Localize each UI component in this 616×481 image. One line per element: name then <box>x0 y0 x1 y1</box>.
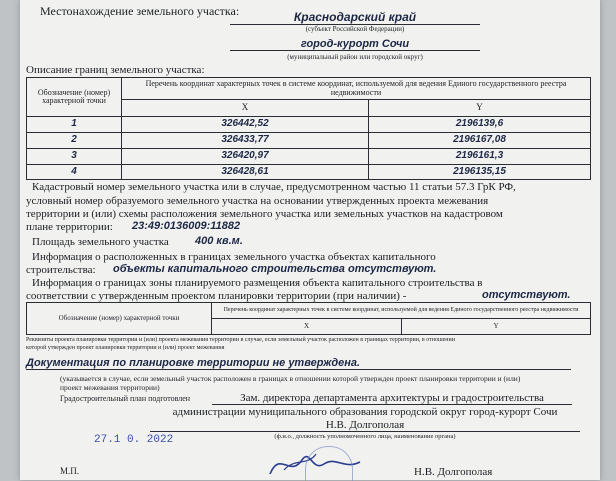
boundaries-title: Описание границ земельного участка: <box>26 64 205 76</box>
prepared-caption: (ф.и.о., должность уполномоченного лица, наименование органа) <box>274 433 456 440</box>
point-number: 2 <box>26 132 122 149</box>
signer-name: Н.В. Долгополая <box>414 466 493 478</box>
planning-caption-2: проект межевания территории) <box>60 383 160 392</box>
planning-caption-1: (указывается в случае, если земельный участок расположен в границах в отношении которой утвержден проект планировки территории и (или) <box>60 374 521 383</box>
cadastral-label: плане территории: <box>26 221 113 233</box>
point-number: 3 <box>26 148 122 165</box>
zone-col-x-header: X <box>211 318 402 335</box>
cadastral-number: 23:49:0136009:11882 <box>132 220 241 232</box>
coord-x: 326433,77 <box>121 132 369 149</box>
cadastral-line-1: Кадастровый номер земельного участка или в случае, предусмотренном частью 11 статьи 57.3 ГрК РФ, <box>32 181 516 193</box>
prepared-label: Градостроительный план подготовлен <box>60 394 191 403</box>
location-label: Местонахождение земельного участка: <box>40 4 240 18</box>
zone-value: отсутствуют. <box>482 289 571 301</box>
zone-col-y-header: Y <box>401 318 591 335</box>
coord-x: 326428,61 <box>121 164 369 180</box>
planning-value: Документация по планировке территории не утверждена. <box>26 357 571 370</box>
cadastral-line-3: территории и (или) схемы расположения земельного участка или земельных участков на кадастровом <box>26 208 503 220</box>
prepared-line-3: Н.В. Долгополая <box>150 419 580 432</box>
planning-note-2: которой утвержден проект планировки территории и (или) проект межевания <box>26 345 225 351</box>
cadastral-line-2: условный номер образуемого земельного участка на основании утвержденных проекта межевания <box>26 195 489 207</box>
point-number: 1 <box>26 116 122 133</box>
zone-line-2: соответствии с утвержденным проектом планировки территории (при наличии) - <box>26 290 407 302</box>
municipality-caption: (муниципальный район или городской округ) <box>287 53 423 61</box>
point-number: 4 <box>26 164 122 180</box>
seal-place-label: М.П. <box>60 466 80 476</box>
coord-y: 2196139,6 <box>368 116 591 133</box>
prepared-line-2: администрации муниципального образования городской округ город-курорт Сочи <box>172 406 558 418</box>
municipality-value: город-курорт Сочи <box>230 38 480 51</box>
coord-y: 2196135,15 <box>368 164 591 180</box>
col-point-header: Обозначение (номер) характерной точки <box>26 77 122 117</box>
objects-value: объекты капитального строительства отсутствуют. <box>113 263 437 275</box>
document-page <box>20 0 600 480</box>
coord-x: 326442,52 <box>121 116 369 133</box>
area-label: Площадь земельного участка <box>32 236 169 248</box>
coord-y: 2196167,08 <box>368 132 591 149</box>
area-value: 400 кв.м. <box>195 235 243 247</box>
region-value: Краснодарский край <box>230 10 480 25</box>
objects-label: строительства: <box>26 264 96 276</box>
region-caption: (субъект Российской Федерации) <box>305 25 405 33</box>
zone-col-coords-header: Перечень координат характерных точек в системе координат, используемой для ведения Единого государственного реестра недвижимости <box>211 302 591 319</box>
zone-line-1: Информация о границах зоны планируемого размещения объекта капитального строительства в <box>32 277 483 289</box>
col-x-header: X <box>121 99 369 117</box>
col-coords-header: Перечень координат характерных точек в системе координат, используемой для ведения Единого государственного реестра недвижимости <box>121 77 591 100</box>
col-y-header: Y <box>368 99 591 117</box>
stamp-date: 27.1 0. 2022 <box>94 434 174 446</box>
zone-table <box>26 302 591 335</box>
prepared-line-1: Зам. директора департамента архитектуры и градостроительства <box>212 392 572 405</box>
boundary-table <box>26 77 591 180</box>
coord-x: 326420,97 <box>121 148 369 165</box>
objects-line-1: Информация о расположенных в границах земельного участка объектах капитального <box>32 251 436 263</box>
zone-col-point-header: Обозначение (номер) характерной точки <box>26 302 212 335</box>
coord-y: 2196161,3 <box>368 148 591 165</box>
planning-note-1: Реквизиты проекта планировки территории и (или) проекта межевания территории в случае, если земельный участок расположен в границах территории, в отношении <box>26 337 455 343</box>
